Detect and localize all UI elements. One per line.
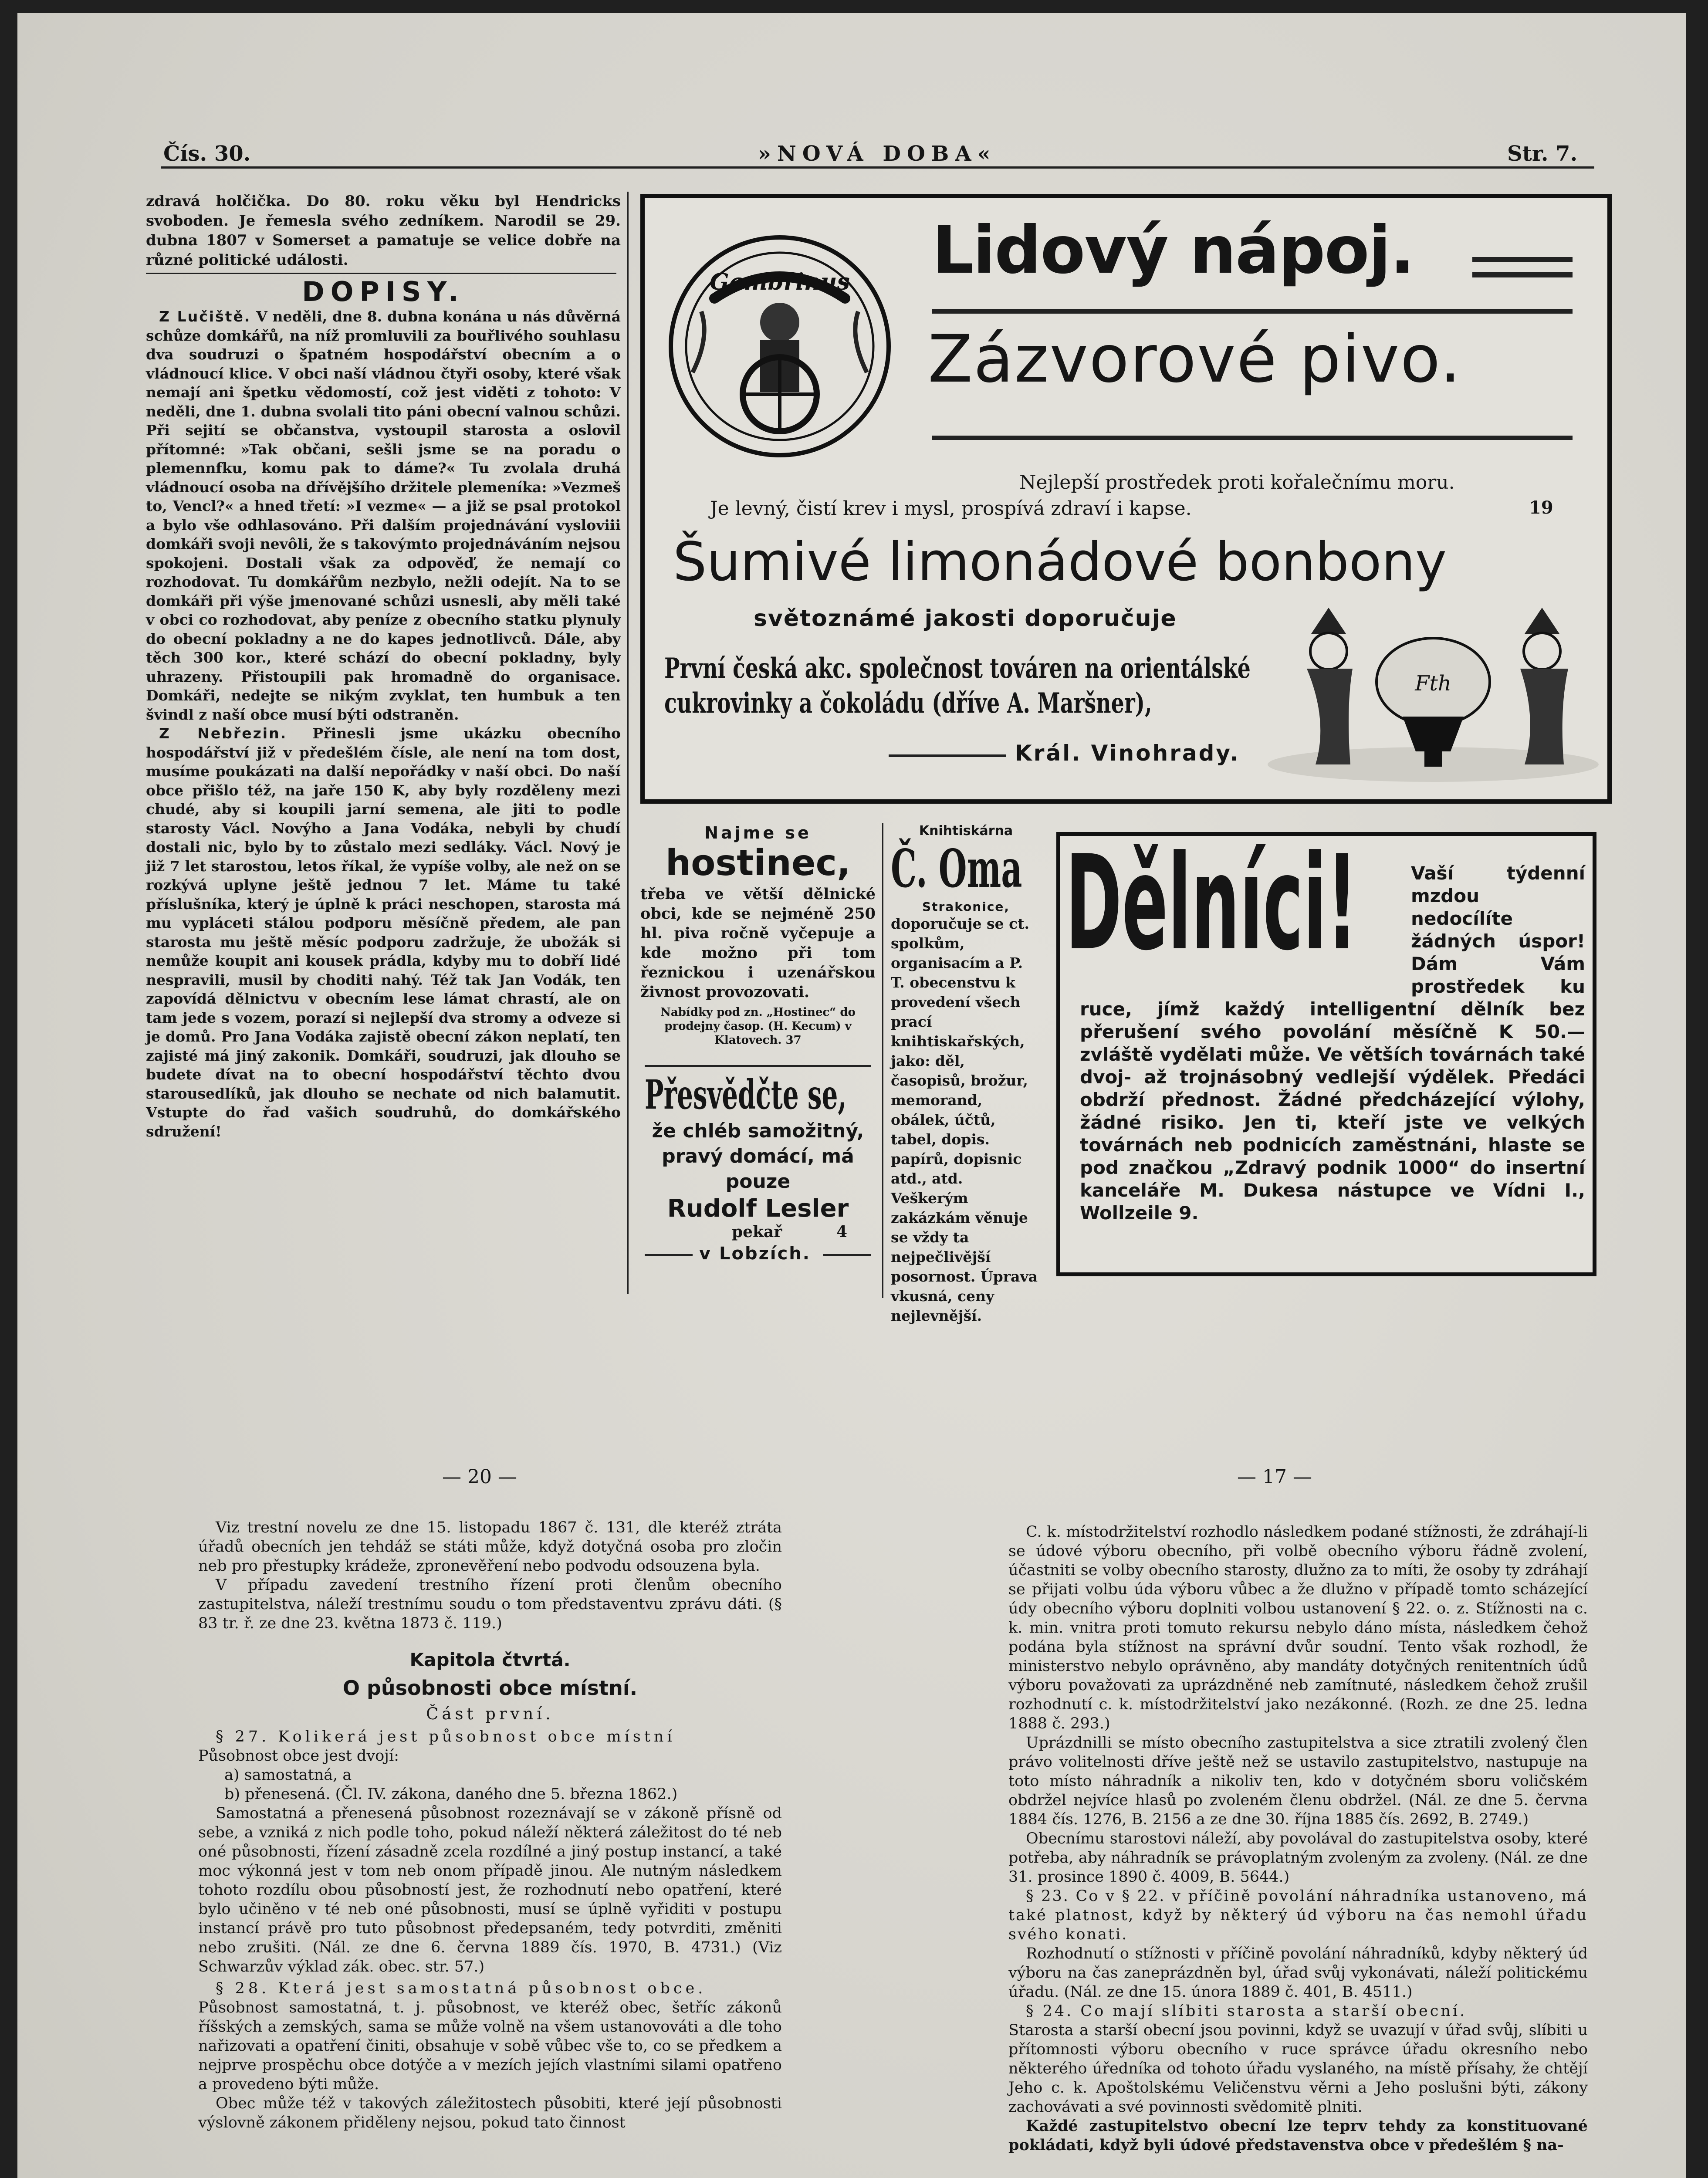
page-number: Str. 7. bbox=[1507, 142, 1578, 166]
dopis-lucist bbox=[146, 307, 621, 724]
headline-rule bbox=[932, 436, 1573, 440]
place-rule bbox=[889, 754, 1006, 757]
law-paragraph: C. k. místodržitelství rozhodlo následkem podané stížnosti, že zdráhají-li se údové výboru obecního, při volbě obecního výboru řádně zvolení, účastniti se volby obecního starosty, dlužno za to míti, že osoby ty zdráhají se přijati volbu úda výboru vůbec a že dlužno v případě tomto scházející údy obecního výboru doplniti volbou ustanovení § 22. o. z. Stížnosti na c. k. min. vnitra proti tomuto rekursu nebylo dáno místa, následkem čehož podána byla stížnost na správní dvůr soudní. Tento však rozhodl, že ministerstvo nebylo oprávněno, aby mandáty dotyčných renitentních údů výboru považovati za uprázdněné neb zamítnuté, následkem čehož zrušil rozhodnutí c. k. místodržitelství jako nezákonné. (Rozh. ze dne 25. ledna 1888 č. 293.) bbox=[1008, 1523, 1588, 1732]
column-divider bbox=[627, 192, 629, 1294]
logo-text: Gambrinus bbox=[710, 269, 850, 295]
law-paragraph: Viz trestní novelu ze dne 15. listopadu 1867 č. 131, dle kteréž ztráta úřadů obecních jen tehdáž se státi může, když dotyčná osoba pro zločin neb pro přestupky krádeže, zpronevěření nebo podvodu odsouzena byla. bbox=[198, 1519, 782, 1575]
law-paragraph: Působnost samostatná, t. j. působnost, ve kteréž obec, šetříc zákonů říšských a zemských, sama se může volně na všem ustanovováti a dle toho nařizovati a opatření činiti, obsahuje v sobě vůbec vše to, co se předkem a nejprve prospěchu obce dotýče a v mezích jejích vlastními silami opatřeno a provedeno býti může. bbox=[198, 1999, 782, 2093]
law-right-column bbox=[1008, 1522, 1588, 2155]
chapter-title: O působnosti obce místní. bbox=[342, 1676, 638, 1700]
ad-subline: Je levný, čistí krev i mysl, prospívá zdraví i kapse. bbox=[710, 497, 1192, 520]
ad-divider bbox=[882, 823, 883, 1298]
ad-hostinec-offer bbox=[640, 1005, 876, 1047]
masthead-title: »NOVÁ DOBA« bbox=[758, 142, 997, 166]
ad-recommend: světoznámé jakosti doporučuje bbox=[754, 605, 1177, 632]
ad-hostinec bbox=[640, 823, 876, 1047]
offer-number: 37 bbox=[785, 1034, 802, 1047]
dwarfs-illustration-icon bbox=[1263, 608, 1603, 791]
ad-oma-top: Knihtiskárna bbox=[919, 823, 1013, 839]
ad-rule bbox=[823, 1254, 871, 1256]
law-paragraph: Působnost obce jest dvojí: bbox=[198, 1747, 399, 1765]
headline-rule bbox=[932, 309, 1573, 314]
ad-number: 19 bbox=[1529, 497, 1553, 518]
ad-zazvorove-pivo bbox=[640, 194, 1612, 804]
offer-text: Nabídky pod zn. „Hostinec“ do prodejny časop. (H. Kecum) v Klatovech. bbox=[660, 1006, 856, 1047]
deco-rule bbox=[1472, 257, 1573, 262]
section-heading: § 28. Která jest samostatná působnost obce. bbox=[216, 1980, 707, 1997]
ad-rule bbox=[645, 1065, 871, 1067]
ad-headline-lidovy: Lidový nápoj. bbox=[932, 213, 1414, 288]
ad-lesler-title: Přesvědčte se, bbox=[645, 1071, 847, 1118]
ad-oma bbox=[891, 823, 1041, 1326]
title-spacer bbox=[1080, 862, 1411, 997]
ad-lesler-place: v Lobzích. bbox=[699, 1244, 811, 1264]
ad-subline: Nejlepší prostředek proti kořalečnímu moru. bbox=[1019, 471, 1455, 494]
law-paragraph: Každé zastupitelstvo obecní lze teprv tehdy za konstituované pokládati, když byli údové představenstva obce v předešlém § na- bbox=[1008, 2117, 1588, 2154]
lower-page-number: — 17 — bbox=[1237, 1466, 1312, 1488]
ad-hostinec-body: třeba ve větší dělnické obci, kde se nejméně 250 hl. piva ročně vyčepuje a kde možno při tom řeznickou i uzenářskou živnost provozovati. bbox=[640, 885, 876, 1001]
intro-text: zdravá holčička. Do 80. roku věku byl Hendricks svoboden. Je řemesla svého zedníkem. Narodil se 29. dubna 1807 v Somerset a pamatuje se velice dobře na různé politické události. bbox=[146, 193, 621, 269]
ad-headline-zazvor: Zázvorové pivo. bbox=[928, 321, 1462, 397]
law-paragraph: Rozhodnutí o stížnosti v příčině povolání náhradníků, kdyby některý úd výboru na čas zaneprázdněn byl, úřad svůj vykonávati, náleží politickému úřadu. (Nál. ze dne 15. února 1889 č. 401, B. 4511.) bbox=[1008, 1945, 1588, 2001]
issue-number: Čís. 30. bbox=[163, 142, 251, 166]
dopis-place: Z Nebřezin. bbox=[159, 725, 287, 742]
dopis-place: Z Lučiště. bbox=[159, 308, 251, 325]
part-heading: Část první. bbox=[426, 1705, 554, 1723]
gambrinus-logo-icon bbox=[662, 229, 897, 464]
job-label: pekař bbox=[732, 1223, 782, 1241]
ad-delnici-text: Vaší týdenní mzdou nedocílíte žádných úspor! Dám Vám prostředek ku ruce, jímž každý intelligentní dělník bez přerušení svého povolání měsíčně K 50.— zvláště vydělati může. Ve větších továrnách také dvoj- až trojnásobný vedlejší výdělek. Předáci obdrží přednost. Žádné předcházející výlohy, žádné risiko. Jen ti, kteří jste ve velkých továrnách neb podnicích zaměstnáni, hlaste se pod značkou „Zdravý podnik 1000“ do insertní kanceláře M. Dukesa nástupce ve Vídni I., Wollzeile 9. bbox=[1080, 862, 1585, 1224]
ad-hostinec-title: hostinec, bbox=[665, 842, 851, 884]
ad-oma-title: Č. Oma bbox=[891, 838, 1022, 900]
chapter-heading: Kapitola čtvrtá. bbox=[409, 1649, 571, 1671]
law-paragraph: Obec může též v takových záležitostech působiti, které její působnosti výslovně zákonem přiděleny nejsou, pokud tato činnost bbox=[198, 2095, 782, 2131]
section-heading: § 27. Kolikerá jest působnost obce místní bbox=[216, 1728, 676, 1745]
ad-rule bbox=[645, 1254, 693, 1256]
left-column bbox=[146, 192, 621, 1141]
law-paragraph: V případu zavedení trestního řízení proti členům obecního zastupitelstva, náleží trestnímu soudu o tom představentvu zprávu dáti. (§ 83 tr. ř. ze dne 23. května 1873 č. 119.) bbox=[198, 1576, 782, 1632]
ad-lesler-job bbox=[645, 1223, 871, 1244]
lower-page-number: — 20 — bbox=[442, 1466, 517, 1488]
ad-lesler bbox=[645, 1065, 871, 1265]
ad-delnici-title: Dělníci! bbox=[1065, 827, 1358, 979]
ad-lesler-body: že chléb samožitný, pravý domácí, má pouze bbox=[652, 1120, 864, 1193]
law-list-item: b) přenesená. (Čl. IV. zákona, daného dne 5. března 1862.) bbox=[224, 1786, 678, 1803]
law-section: § 23. Co v § 22. v příčině povolání náhradníka ustanoveno, má také platnost, když by některý úd výboru na čas nemohl úřadu svého konati. bbox=[1008, 1887, 1588, 1943]
ad-place: Král. Vinohrady. bbox=[1015, 741, 1240, 766]
ad-lesler-place-row bbox=[645, 1244, 871, 1265]
section-rule bbox=[146, 273, 616, 274]
ad-hostinec-top: Najme se bbox=[704, 823, 812, 842]
newspaper-page bbox=[17, 13, 1686, 2178]
job-number: 4 bbox=[836, 1223, 848, 1241]
ad-headline-bonbony: Šumivé limonádové bonbony bbox=[673, 531, 1447, 593]
section-heading: § 24. Co mají slíbiti starosta a starší obecní. bbox=[1026, 2002, 1467, 2020]
company-line: První česká akc. společnost továren na orientálské bbox=[664, 652, 1251, 685]
ad-delnici bbox=[1056, 827, 1596, 1276]
dopis-nebrezin bbox=[146, 724, 621, 1141]
law-list-item: a) samostatná, a bbox=[224, 1766, 352, 1784]
law-left-column bbox=[198, 1518, 782, 2132]
law-paragraph: Samostatná a přenesená působnost rozeznávají se v zákoně přísně od sebe, a vzniká z nich podle toho, pokud náleží některá záležitost do té neb oné působnosti, řízení zásadně zcela rozdílné a jiný postup instancí, a také moc výkonná jest v tom neb onom případě jinou. Ale nutným následkem tohoto rozdílu obou působností jest, že rozhodnutí nebo opatření, které bylo učiněno v té neb oné působnosti, musí se úplně vyřiditi v postupu instancí právě pro tuto působnost předepsaném, tedy potvrditi, změniti nebo zrušiti. (Nál. ze dne 6. června 1889 čís. 1970, B. 4731.) (Viz Schwarzův výklad zák. obec. str. 57.) bbox=[198, 1805, 782, 1975]
deco-rule bbox=[1472, 272, 1573, 277]
ad-lesler-name: Rudolf Lesler bbox=[667, 1194, 849, 1223]
section-title: DOPISY. bbox=[302, 276, 465, 308]
dopis-text: V neděli, dne 8. dubna konána u nás důvěrná schůze domkářů, na níž promluvili za bouřlivého souhlasu dva soudruzi o špatném hospodářství obecním a o vládnoucí klice. V obci naší vládnou čtyři osoby, které však nemají ani špetku vědomostí, což jest viděti z tohoto: V neděli, dne 1. dubna svolali tito páni obecní valnou schůzi. Při sejití se občanstva, vystoupil starosta a oslovil přítomné: »Tak občani, sešli jsme se na poradu o plemennfku, komu pak to dáme?« Tu zvolala druhá vládnoucí osoba na dřívějšího držitele plemeníka: »Vezmeš to, Vencl?« a hned třetí: »I vezme« — a již se psal protokol a bylo vše odhlasováno. Při dalším projednávání vysloviii domkáři svoji nevôli, že s takovýmto projednáváním nejsou spokojeni. Dostali však za odpověď, že nemají co rozhodovat. Tu domkářům nezbylo, nežli odejít. Na to se domkáři při výše jmenované schůzi usnesli, aby měli také v obci co rozhodovat, aby peníze z obecního statku plynuly do obecní pokladny a ne do kapes jednotlivců. Dále, aby těch 300 kor., které schází do obecní pokladny, byly uhrazeny. Přistoupili pak hromadně do organisace. Domkáři, nedejte se nikým zvyklat, ten humbuk a ten švindl z naší obce musí býti odstraněn. bbox=[146, 308, 621, 723]
header-rule bbox=[161, 166, 1594, 169]
ad-oma-body: doporučuje se ct. spolkům, organisacím a P. T. obecenstvu k provedení všech prací knihtiskařských, jako: děl, časopisů, brožur, memorand, obálek, účtů, tabel, dopis. papírů, dopisnic atd., atd. Veškerým zakázkám věnuje se vždy ta nejpečlivější posornost. Úprava vkusná, ceny nejlevnější. bbox=[891, 915, 1038, 1324]
company-line: cukrovinky a čokoládu (dříve A. Maršner), bbox=[664, 687, 1152, 720]
figure-label: Fth bbox=[1415, 671, 1451, 696]
law-paragraph: Starosta a starší obecní jsou povinni, když se uvazují v úřad svůj, slíbiti u přítomnosti výboru obecního v ruce správce úřadu okresního nebo některého úředníka od tohoto úřadu vyslaného, na místě přísahy, že chtějí Jeho c. k. Apoštolskému Veličenstvu věrni a Jeho poslušni býti, zákony zachovávati a své povinnosti svědomitě plniti. bbox=[1008, 2022, 1588, 2116]
law-paragraph: Obecnímu starostovi náleží, aby povolával do zastupitelstva osoby, které potřeba, aby náhradník se právoplatným zvoleným za zvoleny. (Nál. ze dne 31. prosince 1890 č. 4009, B. 5644.) bbox=[1008, 1830, 1588, 1886]
ad-oma-town: Strakonice, bbox=[922, 900, 1010, 914]
dopis-text: Přinesli jsme ukázku obecního hospodářství již v předešlém čísle, ale není na tom dost, musíme poukázati na další nepořádky v naší obci. Do naší obce přišlo též, na jaře 150 K, aby byly rozděleny mezi chudé, aby si koupili jarní semena, ale jiti to podle starosty Václ. Novýho a Jana Vodáka, nebyli by chudí dostali nic, bylo by to zůstalo mezi sedláky. Václ. Nový je již 7 let starostou, letos říkal, že vypíše volby, ale než on se rozkývá uplyne ještě jednou 7 let. Máme tu také příslušníka, který je úplně k práci neschopen, starosta má mu vypláceti stálou podporu měsíčně předem, ale pan starosta mu ještě měsíc podporu zadržuje, že ubožák si nemůže koupit ani kousek prádla, kdyby mu to dobří lidé nespravili, musil by choditi nahý. Též tak Jan Vodák, ten zapovídá dělnictvu v obecním lese lámat chrastí, ale on tam jede s vozem, porazí si nejlepší dva stromy a odveze si je domů. Pro Jana Vodáka zajistě obecní zákon neplatí, ten zajisté má jiný zakonik. Domkáři, soudruzi, jak dlouho se budete dívat na to obecní hospodářství těchto dvou starousedlíků, jak dlouho se nechate od nich balamutit. Vstupte do řad vašich soudruhů, do domkářského sdružení! bbox=[146, 725, 621, 1140]
law-paragraph: Uprázdnilli se místo obecního zastupitelstva a sice ztratili zvolený člen právo volitelnosti dříve ještě než se ustavilo zastupitelstvo, nastupuje na toto místo náhradník a nikoliv ten, kdo v dotyčném sboru voličském obdržel nejvíce hlasů po zvoleném členu obdržel. (Nál. ze dne 5. června 1884 čís. 1276, B. 2156 a ze dne 30. října 1885 čís. 2692, B. 2749.) bbox=[1008, 1734, 1588, 1828]
ad-delnici-body bbox=[1080, 862, 1585, 1224]
